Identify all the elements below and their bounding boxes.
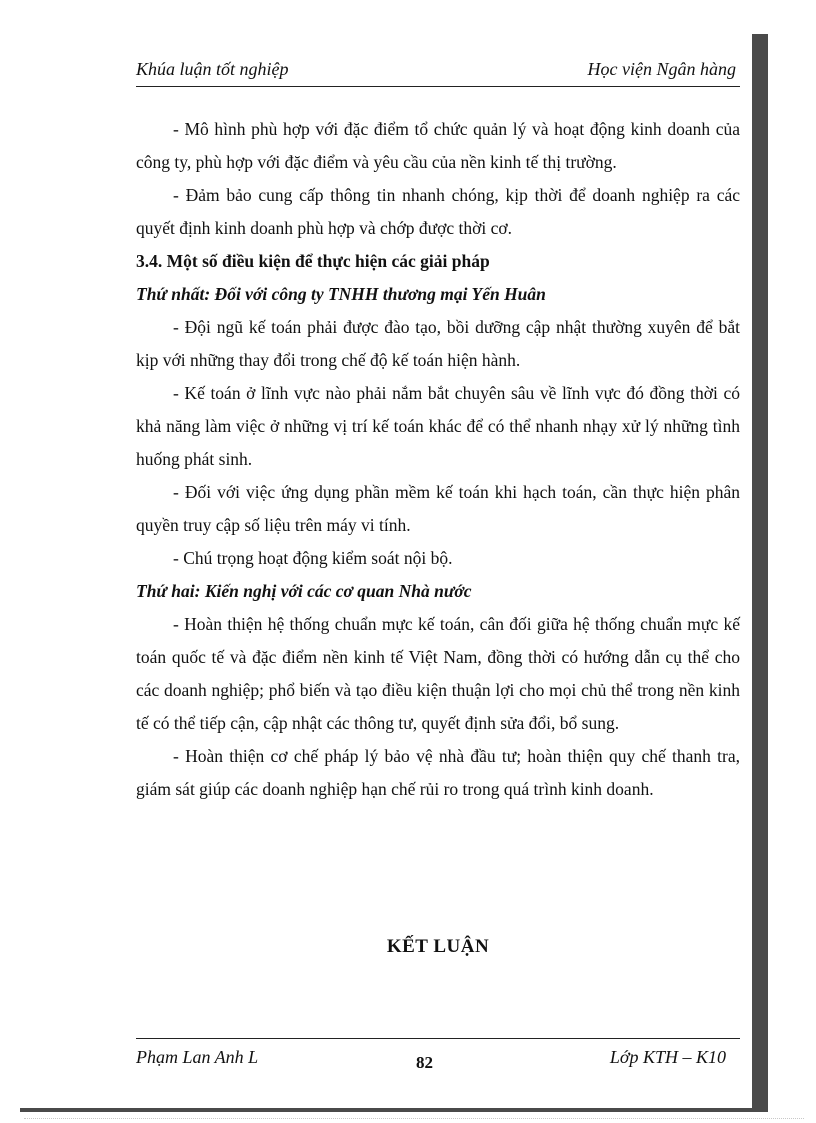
paragraph-4: - Kế toán ở lĩnh vực nào phải nắm bắt chuyên sâu về lĩnh vực đó đồng thời có khả năng làm việc ở những vị trí kế toán khác để có thể nhanh nhạy xử lý những tình huống phát sinh. — [136, 383, 740, 469]
page-shadow-right — [752, 34, 768, 1109]
paragraph-8: - Hoàn thiện cơ chế pháp lý bảo vệ nhà đầu tư; hoàn thiện quy chế thanh tra, giám sát giúp các doanh nghiệp hạn chế rủi ro trong quá trình kinh doanh. — [136, 746, 740, 799]
page-footer — [136, 1038, 740, 1079]
paragraph-6: - Chú trọng hoạt động kiểm soát nội bộ. — [173, 548, 453, 568]
footer-author: Phạm Lan Anh L — [136, 1047, 259, 1067]
subheading-first: Thứ nhất: Đối với công ty TNHH thương mại Yến Huân — [136, 284, 546, 304]
paragraph-7: - Hoàn thiện hệ thống chuẩn mực kế toán, cân đối giữa hệ thống chuẩn mực kế toán quốc tế và đặc điểm nền kinh tế Việt Nam, đồng thời có hướng dẫn cụ thể cho các doanh nghiệp; phổ biến và tạo điều kiện thuận lợi cho mọi chủ thể trong nền kinh tế có thể tiếp cận, cập nhật các thông tư, quyết định sửa đổi, bổ sung. — [136, 614, 740, 733]
section-heading: 3.4. Một số điều kiện để thực hiện các giải pháp — [136, 251, 490, 271]
paragraph-1: - Mô hình phù hợp với đặc điểm tổ chức quản lý và hoạt động kinh doanh của công ty, phù hợp với đặc điểm và yêu cầu của nền kinh tế thị trường. — [136, 119, 740, 172]
page-shadow-bottom — [20, 1108, 768, 1112]
conclusion-title: KẾT LUẬN — [386, 936, 490, 957]
page-content — [136, 113, 740, 806]
page-break-dotted-line — [24, 1118, 804, 1119]
header-institution: Học viện Ngân hàng — [587, 59, 736, 79]
page-header — [136, 56, 740, 87]
header-thesis-title: Khúa luận tốt nghiệp — [136, 59, 289, 79]
paragraph-3: - Đội ngũ kế toán phải được đào tạo, bồi dưỡng cập nhật thường xuyên để bắt kịp với những thay đổi trong chế độ kế toán hiện hành. — [136, 317, 740, 370]
paragraph-5: - Đối với việc ứng dụng phần mềm kế toán khi hạch toán, cần thực hiện phân quyền truy cập số liệu trên máy vi tính. — [136, 482, 740, 535]
footer-class: Lớp KTH – K10 — [609, 1047, 726, 1067]
subheading-second: Thứ hai: Kiến nghị với các cơ quan Nhà nước — [136, 581, 472, 601]
paragraph-2: - Đảm bảo cung cấp thông tin nhanh chóng, kịp thời để doanh nghiệp ra các quyết định kinh doanh phù hợp và chớp được thời cơ. — [136, 185, 740, 238]
page-number: 82 — [416, 1053, 433, 1072]
